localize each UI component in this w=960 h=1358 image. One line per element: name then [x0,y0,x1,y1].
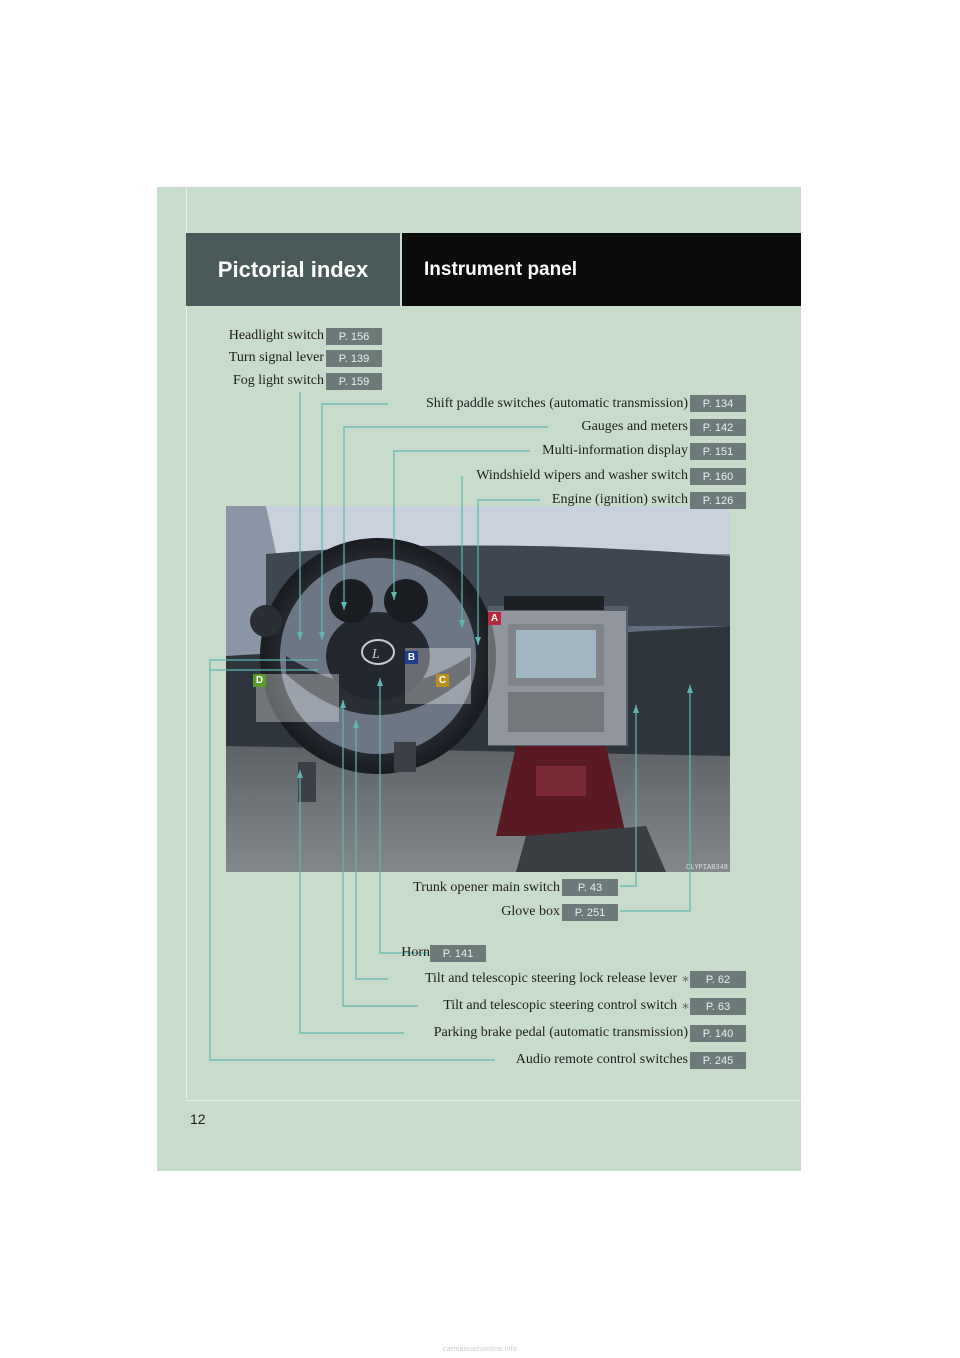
ref-gauges-meters[interactable]: P. 142 [690,419,746,436]
label-parking-brake: Parking brake pedal (automatic transmission) [433,1025,688,1040]
ref-turn-signal-lever[interactable]: P. 139 [326,350,382,367]
marker-b: B [405,651,418,664]
label-tilt-control-switch [443,997,690,1015]
marker-a: A [488,612,501,625]
ref-multi-info-display[interactable]: P. 151 [690,443,746,460]
watermark: carmanualsonline.info [442,1346,518,1353]
asterisk-icon: ∗ [681,998,690,1013]
page-number: 12 [190,1111,206,1127]
marker-d: D [253,674,266,687]
label-tilt-lock-lever [425,970,690,988]
label-headlight-switch: Headlight switch [228,328,324,343]
tilt-lock-text: Tilt and telescopic steering lock release lever [424,971,678,986]
ref-glove-box[interactable]: P. 251 [562,904,618,921]
ref-trunk-opener[interactable]: P. 43 [562,879,618,896]
label-fog-light-switch: Fog light switch [232,373,324,388]
label-horn: Horn [401,945,430,960]
ref-shift-paddle[interactable]: P. 134 [690,395,746,412]
label-wipers-switch: Windshield wipers and washer switch [476,468,688,483]
ref-wipers-switch[interactable]: P. 160 [690,468,746,485]
marker-c: C [436,674,449,687]
label-trunk-opener: Trunk opener main switch [413,880,560,895]
ref-engine-switch[interactable]: P. 126 [690,492,746,509]
ref-fog-light-switch[interactable]: P. 159 [326,373,382,390]
ref-tilt-control-switch[interactable]: P. 63 [690,998,746,1015]
label-glove-box: Glove box [501,904,560,919]
label-turn-signal-lever: Turn signal lever [228,350,324,365]
label-engine-switch: Engine (ignition) switch [551,492,688,507]
ref-parking-brake[interactable]: P. 140 [690,1025,746,1042]
svg-text:L: L [372,647,380,662]
tilt-control-text: Tilt and telescopic steering control switch [443,998,678,1013]
photo-id: CLYPIAB348 [686,864,729,872]
label-audio-remote: Audio remote control switches [515,1052,688,1067]
label-shift-paddle: Shift paddle switches (automatic transmission) [425,396,688,411]
ref-headlight-switch[interactable]: P. 156 [326,328,382,345]
ref-audio-remote[interactable]: P. 245 [690,1052,746,1069]
label-multi-info-display: Multi-information display [542,443,688,458]
section-title: Pictorial index [186,233,400,306]
page-title: Instrument panel [402,233,801,306]
ref-horn[interactable]: P. 141 [430,945,486,962]
label-gauges-meters: Gauges and meters [581,419,688,434]
asterisk-icon: ∗ [681,971,690,986]
ref-tilt-lock-lever[interactable]: P. 62 [690,971,746,988]
